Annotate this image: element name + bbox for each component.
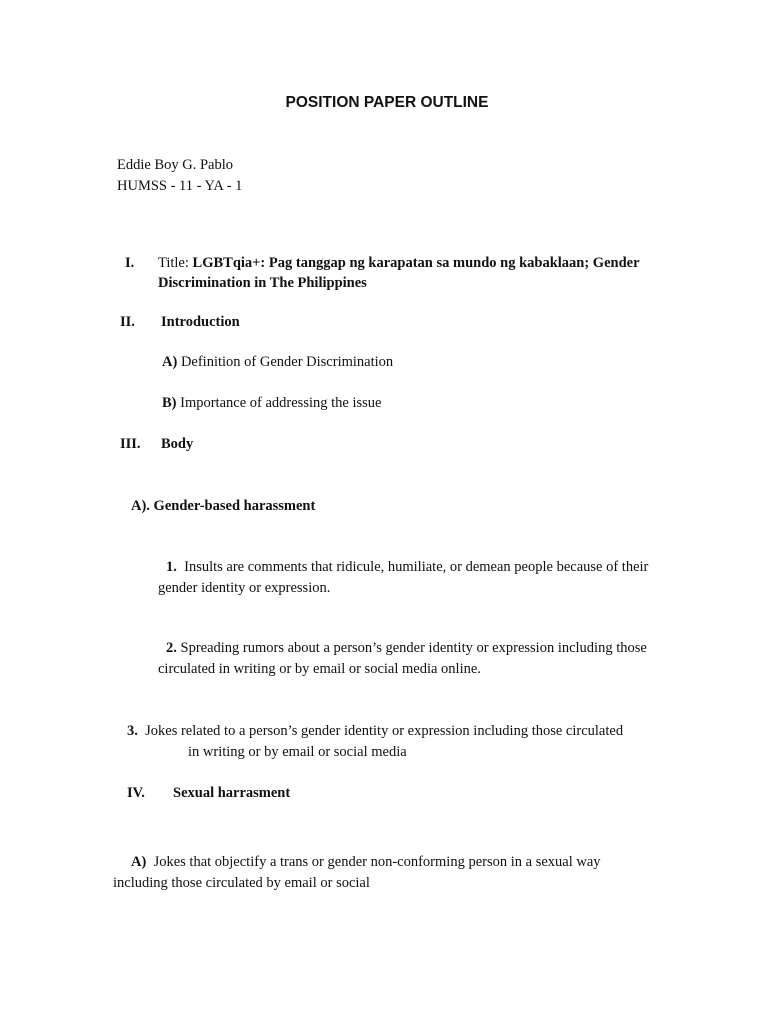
outline-numeral-4: IV. [127,785,145,801]
harassment-a-text: Jokes that objectify a trans or gender non-conforming person in a sexual way [153,854,601,870]
point-2-text: Spreading rumors about a person’s gender identity or expression including those [180,640,647,656]
intro-point-b [162,393,381,414]
body-point-2-line-1 [166,638,647,659]
point-2-marker: 2. [166,640,177,656]
introduction-heading: Introduction [161,314,240,330]
harassment-a-marker: A) [131,854,147,870]
point-3-text: Jokes related to a person’s gender identity or expression including those circulated [145,723,624,739]
point-1-marker: 1. [166,559,177,575]
outline-numeral-3: III. [120,436,141,452]
point-1-text: Insults are comments that ridicule, humiliate, or demean people because of their [184,559,649,575]
body-point-1-line-2: gender identity or expression. [158,580,331,596]
harassment-point-a-line-1 [131,852,601,873]
paper-title-part-1: LGBTqia+: Pag tanggap ng karapatan sa mundo ng kabaklaan; Gender [192,255,640,271]
intro-b-text: Importance of addressing the issue [180,395,382,411]
outline-numeral-1: I. [125,255,135,271]
body-point-3-line-1 [127,721,623,742]
outline-numeral-2: II. [120,314,135,330]
paper-title-part-2: Discrimination in The Philippines [158,275,367,291]
body-point-2-line-2: circulated in writing or by email or social media online. [158,661,481,677]
title-prefix: Title: [158,255,189,271]
body-point-1-line-1 [166,557,648,578]
class-section: HUMSS - 11 - YA - 1 [117,178,243,194]
intro-b-marker: B) [162,395,177,411]
intro-a-text: Definition of Gender Discrimination [180,354,394,370]
point-3-marker: 3. [127,723,138,739]
sexual-harassment-heading: Sexual harrasment [173,785,291,801]
harassment-point-a-line-2: including those circulated by email or social [113,875,370,891]
body-subheading-a: A). Gender-based harassment [131,498,316,514]
body-heading: Body [161,436,194,452]
page-title: POSITION PAPER OUTLINE [285,94,489,111]
body-point-3-line-2: in writing or by email or social media [188,744,407,760]
author-name: Eddie Boy G. Pablo [117,157,233,173]
intro-a-marker: A) [162,354,178,370]
intro-point-a [162,352,393,373]
outline-title-line-1 [158,253,640,274]
